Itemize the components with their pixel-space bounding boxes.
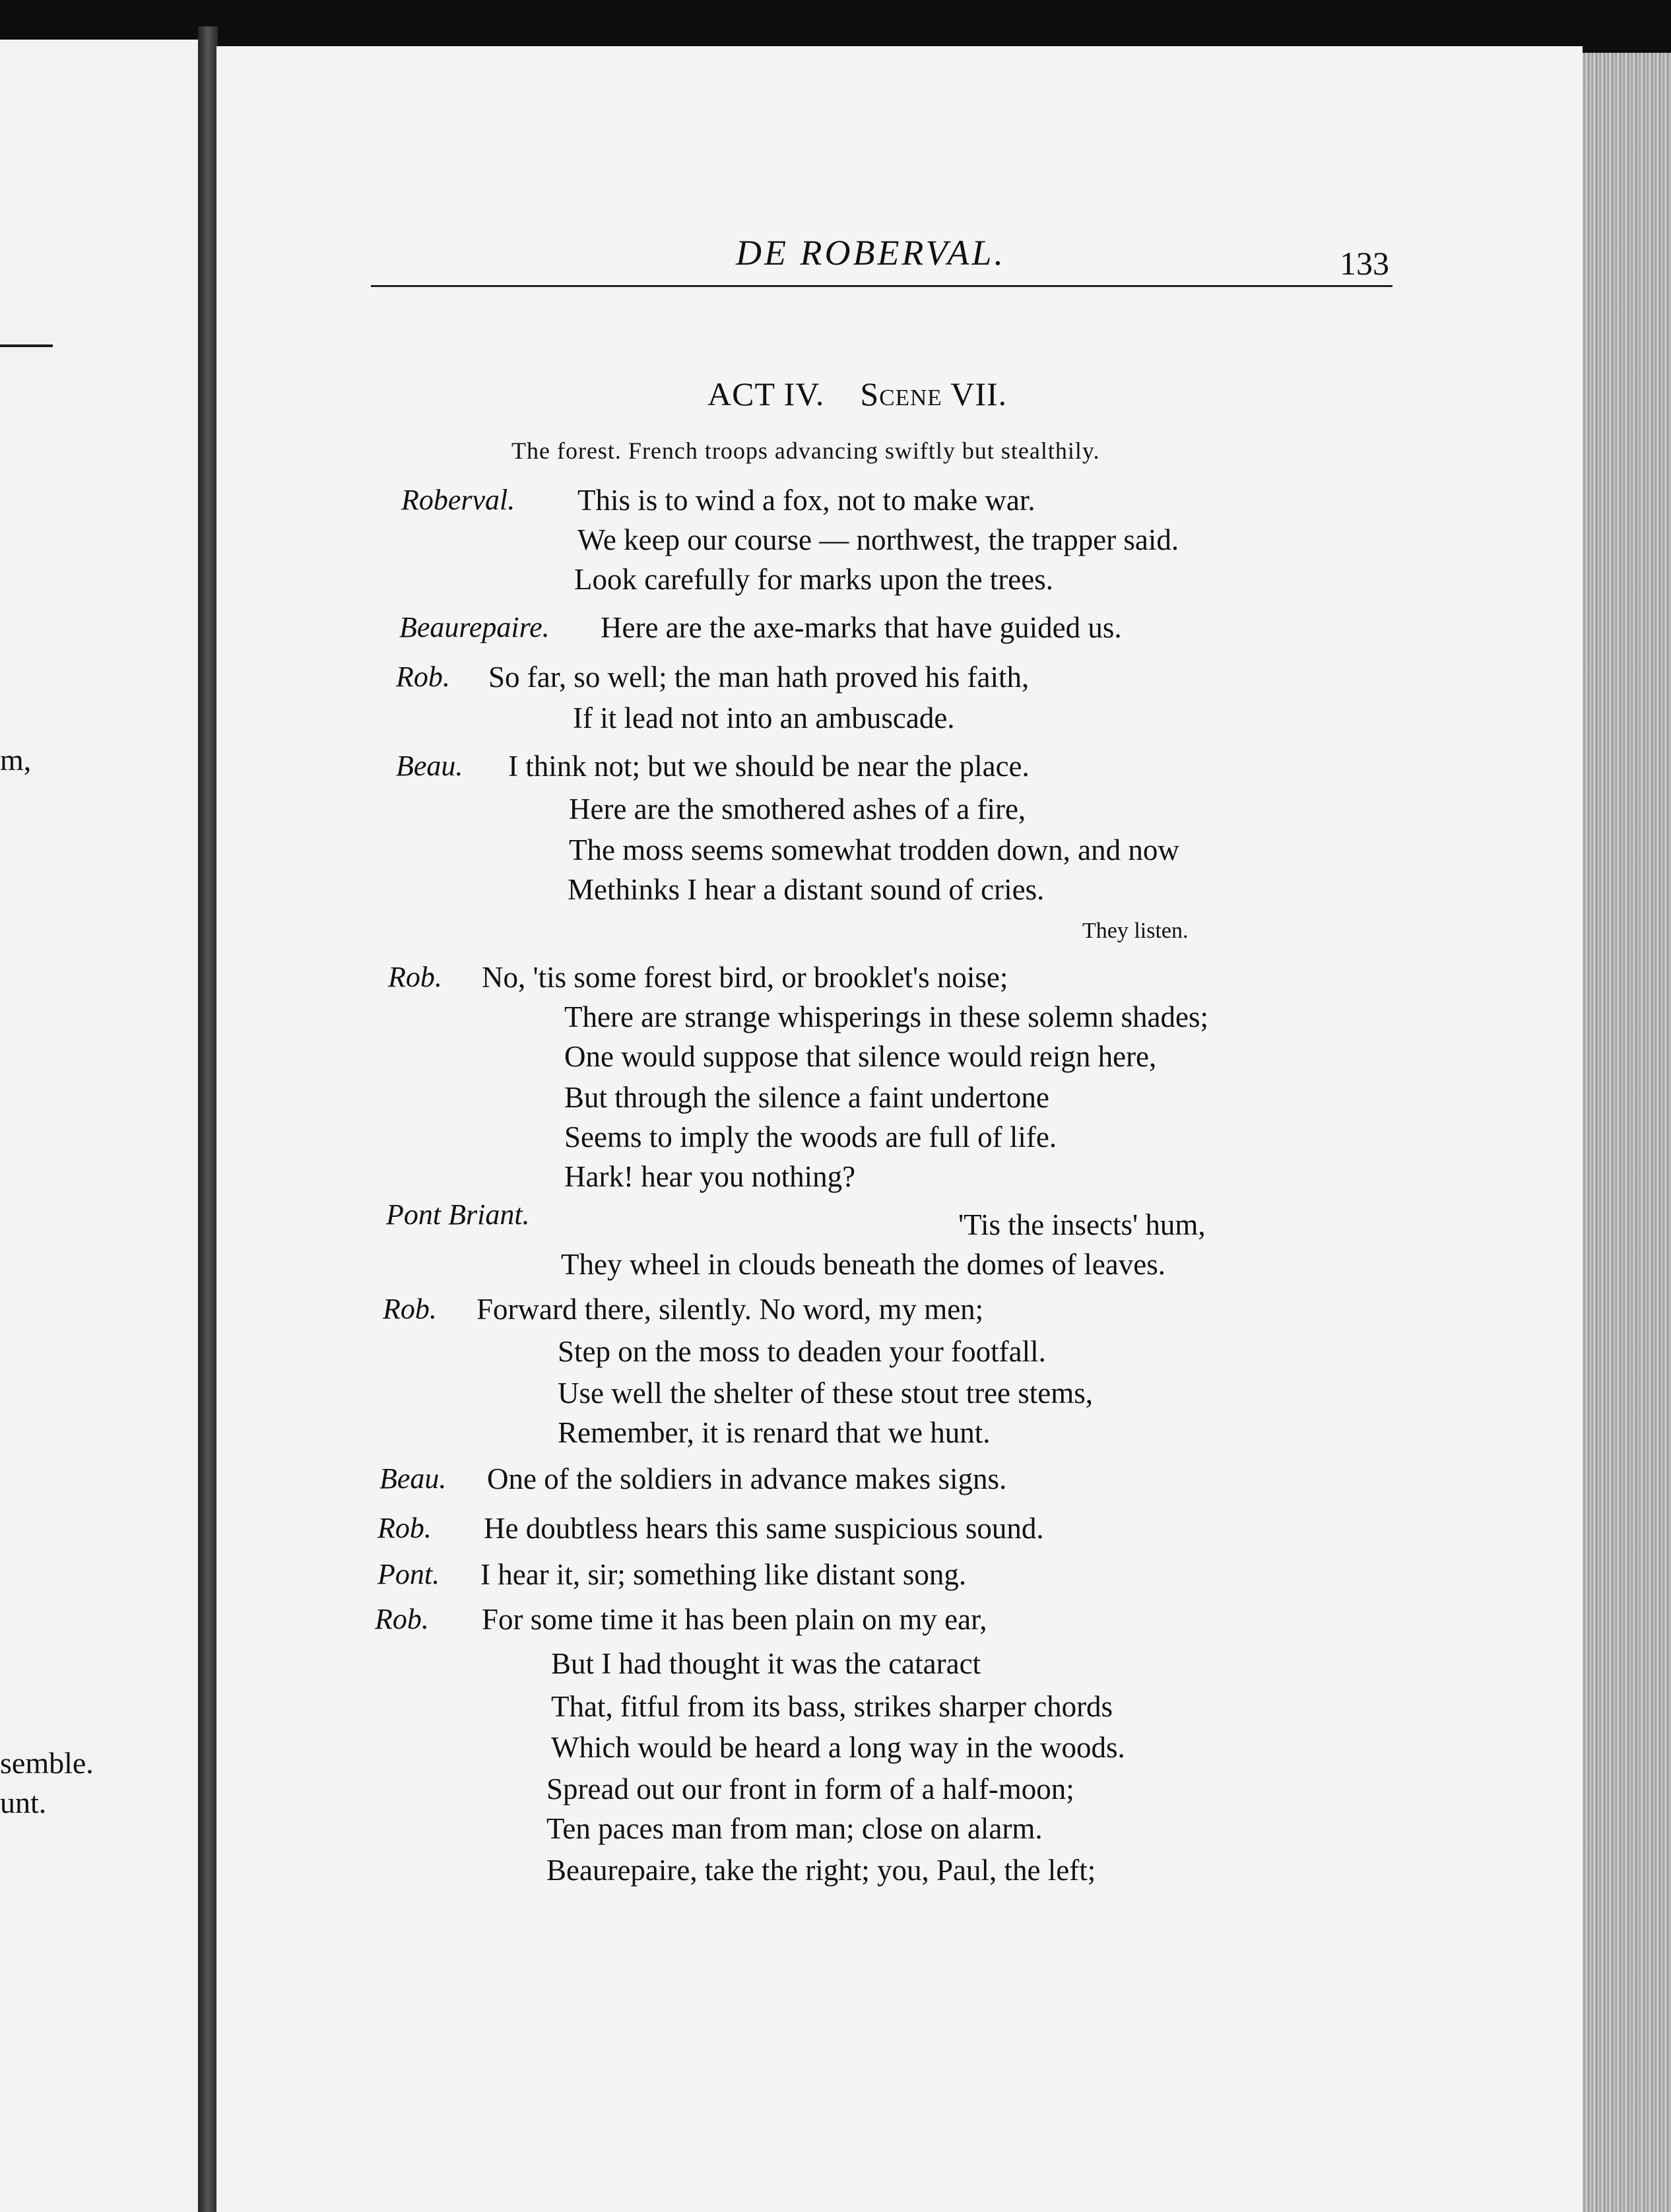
act-label: ACT IV. xyxy=(707,375,825,412)
verse-line: Here are the smothered ashes of a fire, xyxy=(569,793,1026,826)
verse-line: Hark! hear you nothing? xyxy=(564,1160,856,1193)
speaker-name: Rob. xyxy=(396,661,450,693)
stage-direction: The forest. French troops advancing swiftly but stealthily. xyxy=(511,438,1100,464)
verse-line: For some time it has been plain on my ear, xyxy=(482,1603,987,1636)
verse-line: Ten paces man from man; close on alarm. xyxy=(546,1812,1043,1845)
speaker-name: Beaurepaire. xyxy=(399,611,550,643)
verse-line: 'Tis the insects' hum, xyxy=(958,1208,1206,1241)
verse-line: But I had thought it was the cataract xyxy=(551,1647,981,1680)
verse-line: Which would be heard a long way in the woods. xyxy=(551,1731,1125,1764)
speaker-name: Rob. xyxy=(377,1512,432,1544)
previous-page-fragment xyxy=(0,40,198,2212)
page-block-edges xyxy=(1583,53,1671,2212)
verse-line: Look carefully for marks upon the trees. xyxy=(574,563,1053,596)
verse-line: Forward there, silently. No word, my men; xyxy=(476,1293,984,1326)
previous-page-rule xyxy=(0,344,53,347)
verse-line: If it lead not into an ambuscade. xyxy=(573,701,955,734)
speaker-name: Pont. xyxy=(377,1558,440,1590)
page-number: 133 xyxy=(1340,245,1389,282)
verse-line: Step on the moss to deaden your footfall. xyxy=(558,1335,1046,1368)
verse-line: So far, so well; the man hath proved his faith, xyxy=(488,661,1030,694)
verse-line: I hear it, sir; something like distant song. xyxy=(480,1558,967,1591)
verse-line: Beaurepaire, take the right; you, Paul, the left; xyxy=(546,1854,1096,1887)
verse-line: Use well the shelter of these stout tree stems, xyxy=(558,1377,1094,1410)
verse-line: The moss seems somewhat trodden down, and now xyxy=(569,833,1179,866)
scene-heading xyxy=(707,375,1007,413)
previous-page-text-fragment: semble. xyxy=(0,1746,94,1780)
speaker-name: Beau. xyxy=(379,1462,447,1495)
verse-line: But through the silence a faint undertone xyxy=(564,1081,1049,1114)
verse-line: They wheel in clouds beneath the domes of leaves. xyxy=(561,1248,1165,1281)
previous-page-text-fragment: unt. xyxy=(0,1786,47,1819)
speaker-name: Rob. xyxy=(383,1293,437,1325)
verse-line: I think not; but we should be near the place. xyxy=(508,750,1030,783)
stage-direction: They listen. xyxy=(1082,919,1189,943)
speaker-name: Rob. xyxy=(388,961,442,993)
verse-line: Spread out our front in form of a half-moon; xyxy=(546,1773,1074,1805)
scene-label: Scene VII. xyxy=(860,375,1008,412)
header-rule xyxy=(371,285,1392,287)
verse-line: One of the soldiers in advance makes signs. xyxy=(487,1462,1007,1495)
speaker-name: Pont Briant. xyxy=(386,1198,530,1231)
verse-line: No, 'tis some forest bird, or brooklet's noise; xyxy=(482,961,1008,994)
verse-line: There are strange whisperings in these solemn shades; xyxy=(564,1000,1208,1033)
verse-line: We keep our course — northwest, the trapper said. xyxy=(577,523,1179,556)
verse-line: He doubtless hears this same suspicious sound. xyxy=(484,1512,1044,1545)
verse-line: Here are the axe-marks that have guided us. xyxy=(601,611,1122,644)
speaker-name: Rob. xyxy=(375,1603,429,1635)
verse-line: That, fitful from its bass, strikes sharper chords xyxy=(551,1690,1113,1723)
running-head: DE ROBERVAL. xyxy=(736,233,1006,273)
verse-line: Seems to imply the woods are full of life. xyxy=(564,1121,1057,1154)
book-gutter xyxy=(198,26,218,2212)
verse-line: This is to wind a fox, not to make war. xyxy=(577,484,1035,517)
verse-line: Methinks I hear a distant sound of cries. xyxy=(568,873,1045,906)
previous-page-text-fragment: m, xyxy=(0,743,32,777)
verse-line: One would suppose that silence would reign here, xyxy=(564,1040,1157,1073)
speaker-name: Roberval. xyxy=(401,484,515,516)
speaker-name: Beau. xyxy=(396,750,463,782)
verse-line: Remember, it is renard that we hunt. xyxy=(558,1416,991,1449)
